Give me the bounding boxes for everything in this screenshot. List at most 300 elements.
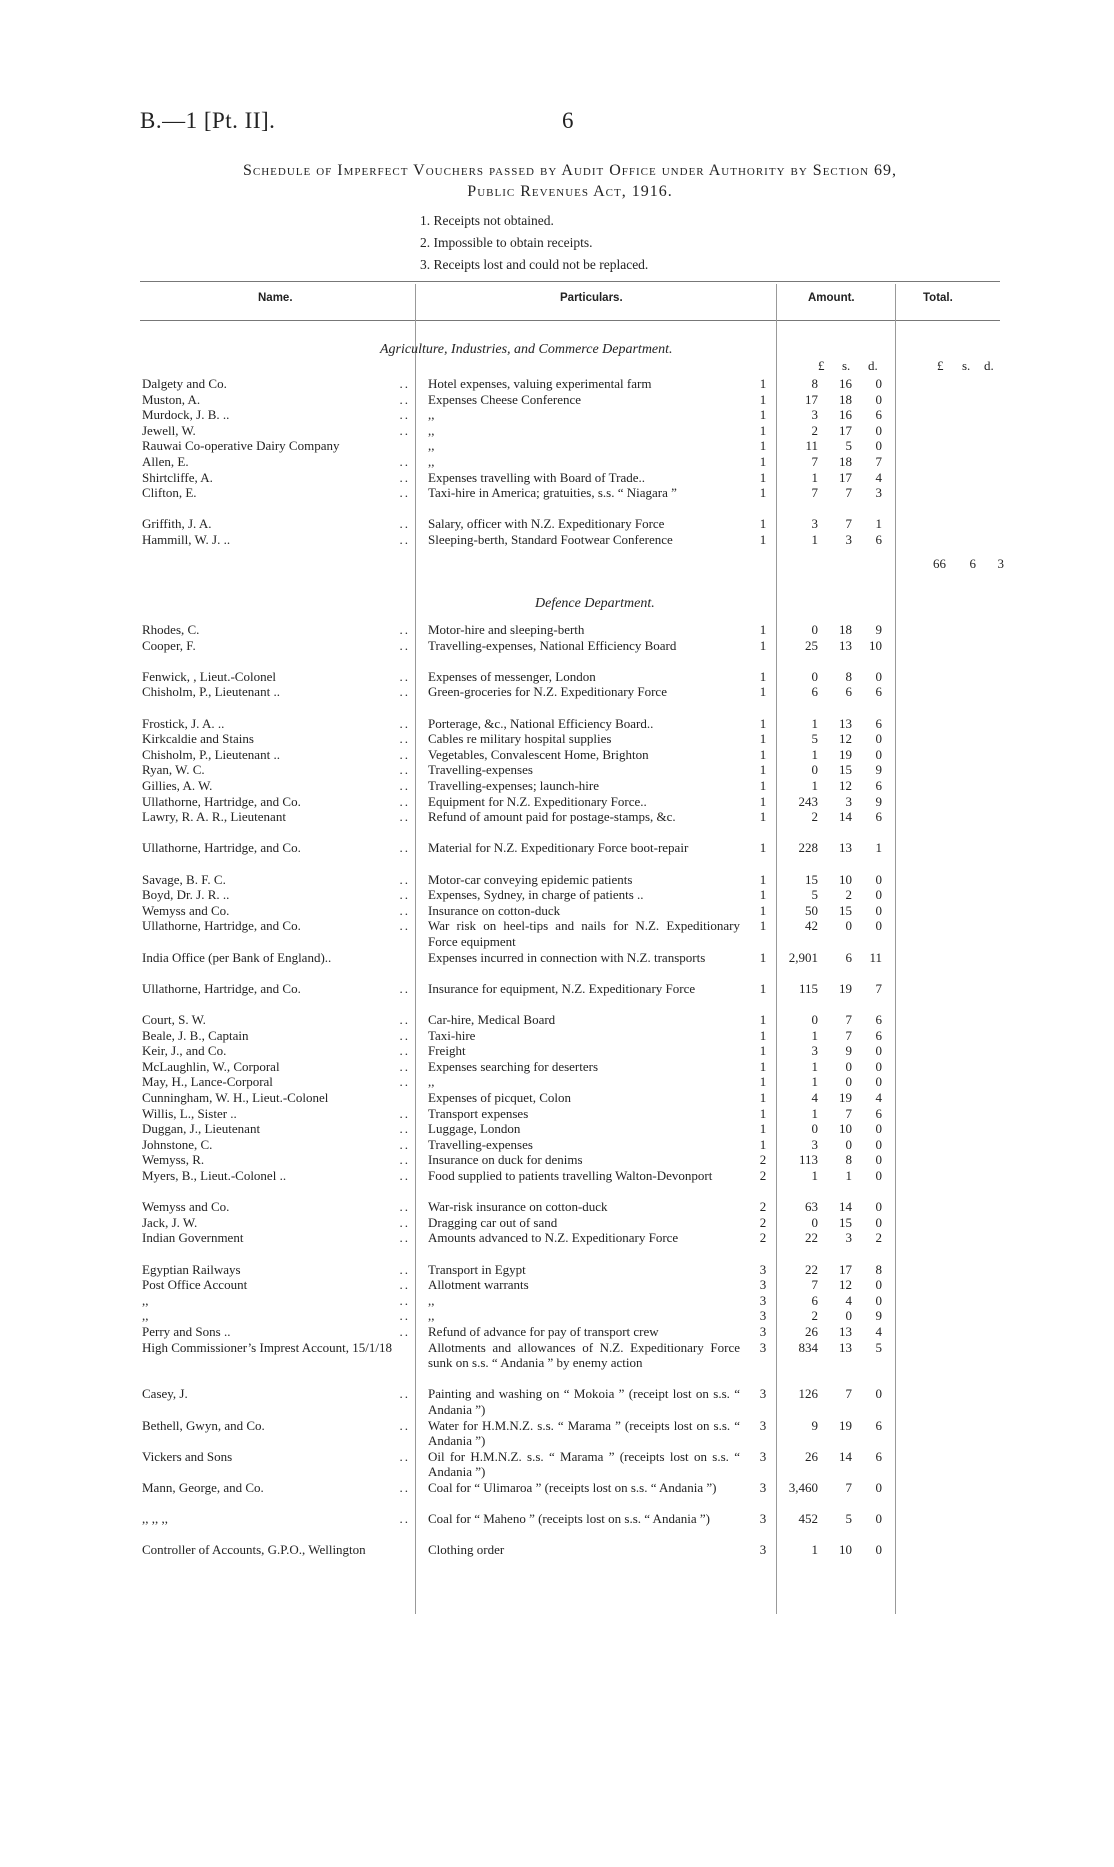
amount-shillings: 6	[845, 949, 852, 965]
voucher-code: 1	[759, 684, 767, 700]
particulars-text: Sleeping-berth, Standard Footwear Conference	[428, 532, 673, 547]
amount-pounds: 1	[811, 746, 818, 762]
amount-pounds: 2	[811, 422, 818, 438]
amount-shillings: 19	[839, 746, 852, 762]
particulars-text: Allotment warrants	[428, 1277, 529, 1293]
voucher-code: 1	[759, 918, 767, 934]
amount-pounds: 7	[811, 454, 818, 469]
payee-name: Indian Government	[142, 1230, 244, 1246]
row-particulars	[428, 840, 738, 856]
row-particulars	[428, 407, 738, 423]
row-name	[142, 454, 410, 470]
payee-name: Egyptian Railways	[142, 1261, 241, 1277]
amount-pounds: 0	[811, 1121, 818, 1137]
amount-pounds: 1	[811, 1058, 818, 1074]
amount-shillings: 0	[845, 1136, 852, 1152]
payee-name: Gillies, A. W.	[142, 778, 213, 793]
title-line-2: Public Revenues Act, 1916.	[467, 183, 673, 200]
row-name	[142, 1168, 410, 1184]
particulars-text: Travelling-expenses	[428, 762, 533, 778]
amount-pounds: 3	[811, 1136, 818, 1152]
row-name	[142, 981, 410, 997]
row-name	[142, 716, 410, 732]
row-particulars	[428, 1168, 738, 1184]
particulars-text: Salary, officer with N.Z. Expeditionary Force	[428, 516, 665, 532]
amount-pence: 9	[875, 762, 882, 778]
row-name	[142, 1012, 410, 1028]
payee-name: Bethell, Gwyn, and Co.	[142, 1417, 265, 1433]
amount-shillings: 4	[845, 1292, 852, 1308]
amount-shillings: 17	[839, 422, 852, 438]
payee-name: ,,	[142, 1292, 149, 1308]
payee-name: Beale, J. B., Captain	[142, 1027, 249, 1043]
column-header-particulars: Particulars.	[560, 292, 623, 304]
voucher-code: 1	[759, 485, 767, 501]
amount-pence: 0	[875, 376, 882, 391]
leader-dots: ..	[399, 715, 410, 731]
amount-shillings: 18	[839, 622, 852, 637]
amount-shillings: 0	[845, 1308, 852, 1324]
row-name	[142, 470, 410, 486]
particulars-text: Equipment for N.Z. Expeditionary Force..	[428, 793, 647, 809]
amount-pence: 0	[875, 1277, 882, 1293]
row-particulars	[428, 684, 738, 700]
amount-pounds: 1	[811, 1105, 818, 1121]
voucher-code: 2	[759, 1152, 767, 1168]
amount-currency-pounds: £	[818, 358, 825, 373]
payee-name: Wemyss, R.	[142, 1152, 205, 1168]
particulars-text: Coal for “ Maheno ” (receipts lost on s.s. “ Andania ”)	[428, 1511, 710, 1527]
column-header-total: Total.	[923, 292, 953, 304]
particulars-text: Food supplied to patients travelling Walton-Devonport	[428, 1168, 713, 1183]
amount-shillings: 15	[839, 1214, 852, 1230]
voucher-code: 1	[759, 762, 767, 778]
particulars-text: ,,	[428, 454, 435, 469]
particulars-text: Expenses of picquet, Colon	[428, 1090, 571, 1105]
amount-pence: 6	[875, 778, 882, 793]
amount-pounds: 834	[798, 1339, 818, 1355]
row-name	[142, 1340, 410, 1356]
row-particulars	[428, 392, 738, 408]
payee-name: Fenwick, , Lieut.-Colonel	[142, 668, 276, 684]
amount-pounds: 22	[805, 1230, 818, 1246]
particulars-text: Insurance on cotton-duck	[428, 902, 561, 918]
amount-shillings: 3	[845, 1230, 852, 1246]
amount-pounds: 9	[811, 1417, 818, 1433]
amount-pounds: 7	[811, 485, 818, 501]
row-particulars	[428, 423, 738, 439]
row-particulars	[428, 1059, 738, 1075]
row-name	[142, 872, 410, 888]
amount-shillings: 7	[845, 485, 852, 501]
amount-pounds: 452	[798, 1511, 818, 1527]
amount-pence: 10	[869, 637, 882, 653]
payee-name: Post Office Account	[142, 1277, 248, 1293]
leader-dots: ..	[399, 485, 410, 501]
row-name	[142, 1199, 410, 1215]
leader-dots: ..	[399, 778, 410, 793]
voucher-code: 3	[759, 1511, 767, 1527]
row-name	[142, 903, 410, 919]
row-name	[142, 669, 410, 685]
total-pence: 3	[997, 556, 1004, 571]
voucher-code: 1	[759, 1058, 767, 1074]
amount-pounds: 8	[811, 376, 818, 391]
row-particulars	[428, 1418, 738, 1449]
amount-shillings: 12	[839, 731, 852, 747]
leader-dots: ..	[399, 793, 410, 809]
leader-dots: ..	[399, 1292, 410, 1308]
row-particulars	[428, 485, 738, 501]
legend-note-3: 3. Receipts lost and could not be replaced.	[420, 257, 649, 272]
leader-dots: ..	[399, 1214, 410, 1230]
column-divider-name	[415, 284, 416, 1614]
amount-pence: 6	[875, 1417, 882, 1433]
voucher-code: 2	[759, 1199, 767, 1215]
amount-pounds: 26	[805, 1448, 818, 1464]
particulars-text: War risk on heel-tips and nails for N.Z. Expeditionary Force equipment	[428, 918, 740, 949]
leader-dots: ..	[399, 1168, 410, 1183]
row-name	[142, 684, 410, 700]
legend-note-1: 1. Receipts not obtained.	[420, 213, 554, 228]
amount-shillings: 14	[839, 1199, 852, 1215]
leader-dots: ..	[399, 746, 410, 762]
leader-dots: ..	[399, 376, 410, 391]
amount-shillings: 19	[839, 1417, 852, 1433]
row-particulars	[428, 1277, 738, 1293]
row-particulars	[428, 1511, 738, 1527]
row-name	[142, 1106, 410, 1122]
amount-shillings: 18	[839, 454, 852, 469]
amount-shillings: 14	[839, 809, 852, 825]
row-name	[142, 731, 410, 747]
amount-shillings: 14	[839, 1448, 852, 1464]
row-particulars	[428, 1324, 738, 1340]
row-name	[142, 887, 410, 903]
leader-dots: ..	[399, 1308, 410, 1324]
particulars-text: Transport in Egypt	[428, 1261, 526, 1277]
voucher-code: 3	[759, 1292, 767, 1308]
amount-shillings: 12	[839, 778, 852, 793]
amount-shillings: 10	[839, 871, 852, 887]
payee-name: Dalgety and Co.	[142, 376, 227, 391]
voucher-code: 1	[759, 438, 767, 454]
amount-pence: 0	[875, 918, 882, 934]
particulars-text: Expenses searching for deserters	[428, 1058, 599, 1074]
particulars-text: Coal for “ Ulimaroa ” (receipts lost on s.s. “ Andania ”)	[428, 1480, 717, 1495]
row-particulars	[428, 1074, 738, 1090]
row-particulars	[428, 887, 738, 903]
amount-pence: 0	[875, 1214, 882, 1230]
amount-currency-pence: d.	[868, 358, 878, 373]
particulars-text: Travelling-expenses; launch-hire	[428, 778, 599, 793]
particulars-text: Painting and washing on “ Mokoia ” (receipt lost on s.s. “ Andania ”)	[428, 1386, 740, 1417]
payee-name: Duggan, J., Lieutenant	[142, 1121, 261, 1137]
row-particulars	[428, 1308, 738, 1324]
payee-name: Ullathorne, Hartridge, and Co.	[142, 918, 301, 934]
particulars-text: ,,	[428, 407, 435, 423]
amount-shillings: 10	[839, 1121, 852, 1137]
particulars-text: ,,	[428, 438, 435, 454]
payee-name: Jewell, W.	[142, 422, 196, 438]
particulars-text: Taxi-hire	[428, 1027, 476, 1043]
row-particulars	[428, 669, 738, 685]
amount-pence: 0	[875, 1480, 882, 1495]
row-particulars	[428, 950, 738, 966]
column-header-amount: Amount.	[808, 292, 855, 304]
row-particulars	[428, 1262, 738, 1278]
voucher-code: 3	[759, 1386, 767, 1402]
leader-dots: ..	[399, 902, 410, 918]
amount-pounds: 0	[811, 1214, 818, 1230]
amount-pence: 0	[875, 731, 882, 747]
leader-dots: ..	[399, 1027, 410, 1043]
voucher-code: 1	[759, 422, 767, 438]
amount-pence: 6	[875, 407, 882, 423]
amount-shillings: 16	[839, 376, 852, 391]
payee-name: Ullathorne, Hartridge, and Co.	[142, 793, 301, 809]
leader-dots: ..	[399, 1012, 410, 1027]
amount-shillings: 0	[845, 1058, 852, 1074]
row-particulars	[428, 1028, 738, 1044]
voucher-code: 1	[759, 902, 767, 918]
row-name	[142, 423, 410, 439]
row-particulars	[428, 981, 738, 997]
payee-name: Allen, E.	[142, 454, 189, 469]
voucher-code: 1	[759, 668, 767, 684]
payee-name: Chisholm, P., Lieutenant ..	[142, 746, 280, 762]
amount-pence: 9	[875, 1308, 882, 1324]
amount-pounds: 243	[798, 793, 818, 809]
amount-shillings: 7	[845, 1386, 852, 1402]
leader-dots: ..	[399, 1074, 410, 1090]
leader-dots: ..	[399, 1480, 410, 1495]
payee-name: Hammill, W. J. ..	[142, 532, 231, 547]
particulars-text: Water for H.M.N.Z. s.s. “ Marama ” (receipts lost on s.s. “ Andania ”)	[428, 1417, 740, 1449]
amount-pounds: 1	[811, 778, 818, 793]
amount-shillings: 13	[839, 840, 852, 856]
payee-name: Shirtcliffe, A.	[142, 469, 213, 485]
leader-dots: ..	[399, 918, 410, 934]
row-particulars	[428, 1090, 738, 1106]
column-divider-particulars	[776, 284, 777, 1614]
amount-pence: 0	[875, 902, 882, 918]
voucher-code: 3	[759, 1417, 767, 1433]
amount-pounds: 228	[798, 840, 818, 856]
total-pounds: 66	[933, 556, 946, 571]
row-particulars	[428, 1106, 738, 1122]
amount-pence: 0	[875, 1074, 882, 1090]
voucher-code: 3	[759, 1308, 767, 1324]
total-currency-shillings: s.	[962, 358, 971, 373]
voucher-code: 1	[759, 887, 767, 903]
row-name	[142, 1090, 410, 1106]
particulars-text: Motor-hire and sleeping-berth	[428, 622, 585, 637]
particulars-text: Expenses travelling with Board of Trade..	[428, 469, 645, 485]
amount-pence: 5	[875, 1339, 882, 1355]
amount-shillings: 6	[845, 684, 852, 700]
payee-name: Myers, B., Lieut.-Colonel ..	[142, 1168, 287, 1183]
amount-pounds: 0	[811, 1012, 818, 1027]
amount-pence: 0	[875, 1058, 882, 1074]
row-name	[142, 778, 410, 794]
amount-pounds: 5	[811, 887, 818, 903]
amount-shillings: 13	[839, 1339, 852, 1355]
row-name	[142, 809, 410, 825]
amount-pence: 1	[875, 840, 882, 856]
amount-shillings: 13	[839, 715, 852, 731]
amount-pence: 6	[875, 809, 882, 825]
row-particulars	[428, 918, 738, 949]
payee-name: Controller of Accounts, G.P.O., Wellington	[142, 1542, 366, 1558]
voucher-code: 1	[759, 1136, 767, 1152]
particulars-text: Refund of amount paid for postage-stamps, &c.	[428, 809, 676, 825]
particulars-text: Vegetables, Convalescent Home, Brighton	[428, 746, 649, 762]
voucher-code: 1	[759, 532, 767, 547]
row-particulars	[428, 1386, 738, 1417]
voucher-code: 1	[759, 793, 767, 809]
row-particulars	[428, 532, 738, 548]
amount-pence: 6	[875, 532, 882, 547]
leader-dots: ..	[399, 1121, 410, 1137]
amount-pounds: 5	[811, 731, 818, 747]
particulars-text: ,,	[428, 1292, 435, 1308]
row-particulars	[428, 1449, 738, 1480]
leader-dots: ..	[399, 422, 410, 438]
amount-pounds: 22	[805, 1261, 818, 1277]
row-particulars	[428, 1152, 738, 1168]
row-particulars	[428, 1121, 738, 1137]
amount-pounds: 3,460	[788, 1480, 818, 1495]
document-reference: B.—1 [Pt. II].	[140, 108, 276, 133]
voucher-code: 1	[759, 376, 767, 391]
amount-pence: 0	[875, 668, 882, 684]
amount-shillings: 12	[839, 1277, 852, 1293]
row-particulars	[428, 903, 738, 919]
voucher-code: 3	[759, 1480, 767, 1495]
particulars-text: ,,	[428, 1074, 435, 1090]
amount-shillings: 7	[845, 1105, 852, 1121]
amount-shillings: 2	[845, 887, 852, 903]
amount-pence: 0	[875, 1386, 882, 1402]
amount-pounds: 0	[811, 762, 818, 778]
leader-dots: ..	[399, 980, 410, 996]
particulars-text: Porterage, &c., National Efficiency Board..	[428, 715, 654, 731]
amount-shillings: 17	[839, 469, 852, 485]
payee-name: Keir, J., and Co.	[142, 1043, 227, 1059]
row-name	[142, 1293, 410, 1309]
row-name	[142, 376, 410, 392]
row-name	[142, 794, 410, 810]
particulars-text: Material for N.Z. Expeditionary Force boot-repair	[428, 840, 689, 856]
row-particulars	[428, 1043, 738, 1059]
leader-dots: ..	[399, 1105, 410, 1121]
leader-dots: ..	[399, 762, 410, 778]
payee-name: Murdock, J. B. ..	[142, 407, 230, 423]
particulars-text: Travelling-expenses	[428, 1136, 533, 1152]
amount-shillings: 3	[845, 793, 852, 809]
payee-name: Cunningham, W. H., Lieut.-Colonel	[142, 1090, 329, 1105]
amount-pence: 6	[875, 1012, 882, 1027]
voucher-code: 1	[759, 1027, 767, 1043]
payee-name: Cooper, F.	[142, 637, 196, 653]
amount-shillings: 10	[839, 1542, 852, 1558]
particulars-text: Travelling-expenses, National Efficiency Board	[428, 637, 677, 653]
particulars-text: Hotel expenses, valuing experimental farm	[428, 376, 652, 391]
amount-pence: 0	[875, 1152, 882, 1168]
row-name	[142, 1449, 410, 1465]
payee-name: Court, S. W.	[142, 1012, 206, 1027]
row-particulars	[428, 1137, 738, 1153]
amount-pence: 0	[875, 1511, 882, 1527]
amount-pounds: 1	[811, 715, 818, 731]
particulars-text: Transport expenses	[428, 1105, 529, 1121]
amount-shillings: 7	[845, 1027, 852, 1043]
row-particulars	[428, 747, 738, 763]
amount-pounds: 113	[798, 1152, 818, 1168]
amount-pence: 6	[875, 684, 882, 700]
voucher-code: 3	[759, 1324, 767, 1339]
amount-pounds: 63	[805, 1199, 818, 1215]
row-name	[142, 918, 410, 934]
particulars-text: Taxi-hire in America; gratuities, s.s. “ Niagara ”	[428, 485, 677, 501]
leader-dots: ..	[399, 684, 410, 700]
amount-shillings: 16	[839, 407, 852, 423]
voucher-code: 1	[759, 1043, 767, 1059]
voucher-code: 1	[759, 715, 767, 731]
amount-pounds: 25	[805, 637, 818, 653]
leader-dots: ..	[399, 637, 410, 653]
leader-dots: ..	[399, 469, 410, 485]
particulars-text: Amounts advanced to N.Z. Expeditionary Force	[428, 1230, 679, 1246]
voucher-code: 3	[759, 1542, 767, 1558]
section-title-defence: Defence Department.	[535, 596, 655, 611]
voucher-code: 1	[759, 391, 767, 407]
payee-name: Clifton, E.	[142, 485, 197, 501]
leader-dots: ..	[399, 532, 410, 547]
row-particulars	[428, 731, 738, 747]
leader-dots: ..	[399, 454, 410, 469]
leader-dots: ..	[399, 887, 410, 903]
row-particulars	[428, 638, 738, 654]
amount-pence: 0	[875, 887, 882, 903]
amount-pence: 11	[869, 949, 882, 965]
payee-name: Johnstone, C.	[142, 1136, 213, 1152]
row-name	[142, 438, 410, 454]
particulars-text: Insurance on duck for denims	[428, 1152, 583, 1168]
amount-pounds: 15	[805, 871, 818, 887]
leader-dots: ..	[399, 731, 410, 747]
payee-name: Kirkcaldie and Stains	[142, 731, 254, 747]
particulars-text: Clothing order	[428, 1542, 505, 1558]
amount-pounds: 50	[805, 902, 818, 918]
payee-name: Griffith, J. A.	[142, 516, 212, 532]
particulars-text: Expenses incurred in connection with N.Z. transports	[428, 949, 706, 965]
amount-shillings: 8	[845, 668, 852, 684]
row-particulars	[428, 872, 738, 888]
amount-pounds: 7	[811, 1277, 818, 1293]
amount-pounds: 1	[811, 1542, 818, 1558]
payee-name: Mann, George, and Co.	[142, 1480, 264, 1495]
particulars-text: Allotments and allowances of N.Z. Expeditionary Force sunk on s.s. “ Andania ” by enemy action	[428, 1339, 740, 1371]
amount-pence: 6	[875, 715, 882, 731]
schedule-title	[140, 160, 1000, 202]
amount-pounds: 42	[805, 918, 818, 934]
leader-dots: ..	[399, 668, 410, 684]
row-name	[142, 1074, 410, 1090]
amount-pence: 9	[875, 793, 882, 809]
row-particulars	[428, 516, 738, 532]
